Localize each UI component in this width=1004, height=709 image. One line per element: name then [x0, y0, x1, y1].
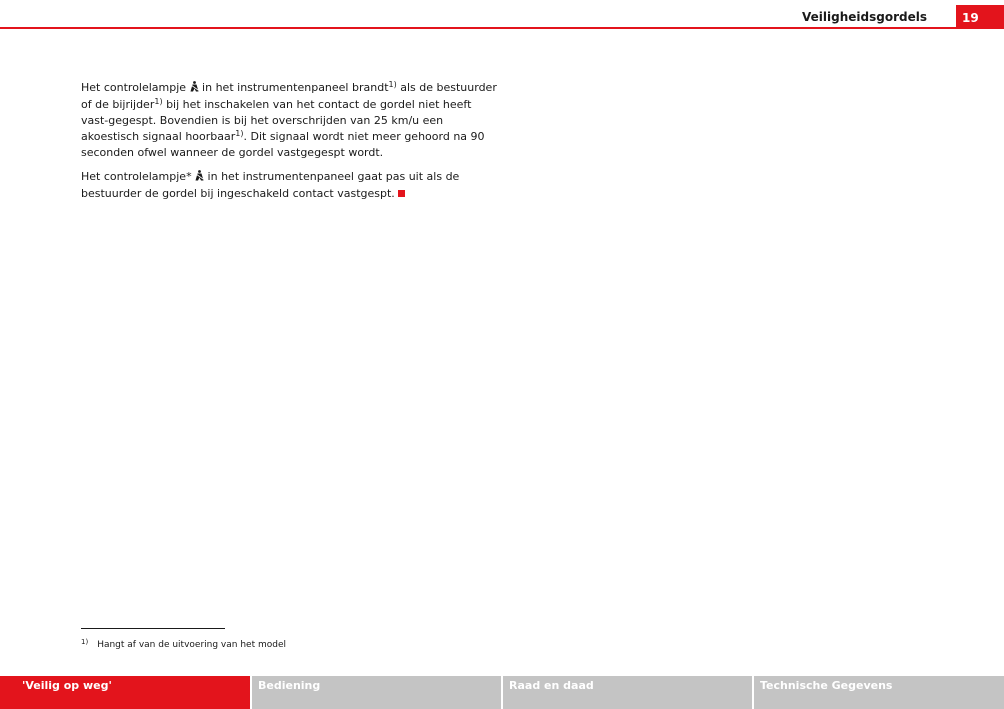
paragraph-1 [81, 80, 501, 161]
text-run: Het controlelampje* [81, 170, 196, 183]
footer-tab-veilig-op-weg[interactable]: 'Veilig op weg' [0, 676, 250, 709]
footnote-ref: 1) [154, 97, 163, 106]
footnote-text: Hangt af van de uitvoering van het model [97, 640, 286, 650]
end-of-section-marker [398, 190, 405, 197]
footnote-ref: 1) [235, 129, 244, 138]
text-run: in het instrumentenpaneel gaat pas uit als de bestuurder de gordel bij ingeschakeld contact vastgespt. [81, 170, 460, 200]
page-number: 19 [956, 5, 1004, 28]
seatbelt-warning-icon [195, 170, 204, 186]
text-run: als de bestuurder of de bijrijder [81, 81, 497, 111]
paragraph-2 [81, 169, 501, 202]
text-run: bij het inschakelen van het contact de gordel niet heeft vast-gegespt. Bovendien is bij het overschrijden van 25 km/u een akoestisch signaal hoorbaar [81, 98, 472, 143]
footer-nav [0, 676, 1004, 709]
footer-tab-bediening[interactable]: Bediening [252, 676, 501, 709]
section-title: Veiligheidsgordels [802, 10, 927, 24]
footnote-rule [81, 628, 225, 629]
body-text [81, 80, 501, 210]
header-rule [0, 27, 1004, 29]
footnote [81, 638, 286, 650]
text-run: Het controlelampje [81, 81, 190, 94]
footnote-ref: 1) [388, 80, 397, 89]
footer-tab-raad-en-daad[interactable]: Raad en daad [503, 676, 752, 709]
footer-tab-technische-gegevens[interactable]: Technische Gegevens [754, 676, 1004, 709]
text-run: in het instrumentenpaneel brandt [198, 81, 389, 94]
text-run: . Dit signaal wordt niet meer gehoord na 90 seconden ofwel wanneer de gordel vastgegespt wordt. [81, 130, 485, 159]
seatbelt-warning-icon [190, 81, 199, 97]
footnote-marker: 1) [81, 638, 89, 646]
